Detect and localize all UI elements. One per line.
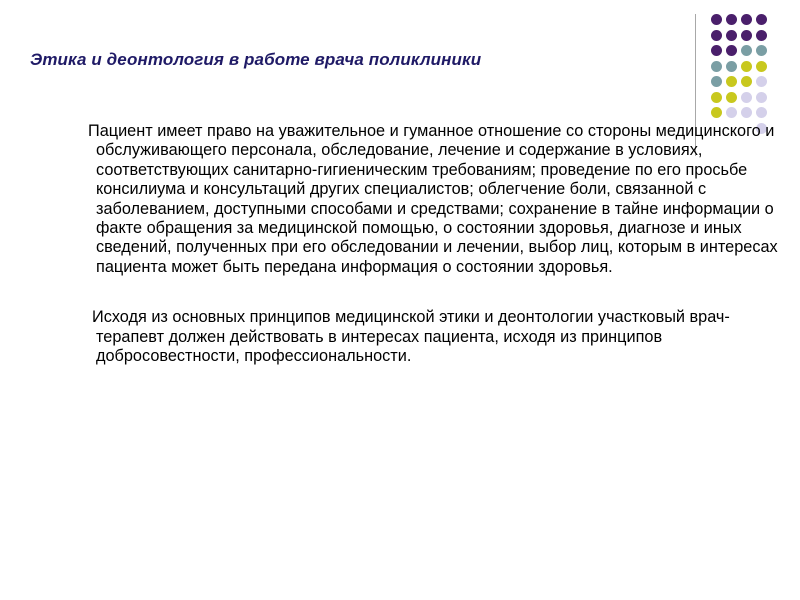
decorative-dot-grid [709,12,769,136]
decorative-dot [741,92,752,103]
decorative-dot [726,76,737,87]
decorative-dot [756,76,767,87]
decorative-dot [726,14,737,25]
decorative-dot [756,107,767,118]
decorative-dot [741,107,752,118]
decorative-dot [741,45,752,56]
decorative-dot [711,107,722,118]
decorative-dot [726,92,737,103]
slide-title: Этика и деонтология в работе врача поликлиники [30,50,482,69]
decorative-dot [756,45,767,56]
decorative-dot [756,92,767,103]
decorative-dot [711,45,722,56]
decorative-dot [711,14,722,25]
paragraph-principles: Исходя из основных принципов медицинской этики и деонтологии участковый врач-терапевт должен действовать в интересах пациента, исходя из принципов добросовестности, профессиональности. [92,308,730,366]
decorative-dot [741,61,752,72]
decorative-dot [711,30,722,41]
decorative-dot [756,30,767,41]
decorative-dot [726,107,737,118]
slide-body [88,122,778,366]
decorative-dot [711,92,722,103]
decorative-dot [756,14,767,25]
decorative-dot [741,14,752,25]
decorative-dot [726,45,737,56]
decorative-dot [741,30,752,41]
decorative-dot [711,76,722,87]
decorative-dot [756,61,767,72]
decorative-dot [711,61,722,72]
decorative-dot [726,30,737,41]
decorative-dot [741,76,752,87]
paragraph-patient-rights: Пациент имеет право на уважительное и гуманное отношение со стороны медицинского и обслуживающего персонала, обследование, лечение и содержание в условиях, соответствующих санитарно-гигиеническим требованиям; проведение по его просьбе консилиума и консультаций других специалистов; облегчение боли, связанной с заболеванием, доступными способами и средствами; сохранение в тайне информации о факте обращения за медицинской помощью, о состоянии здоровья, диагнозе и иных сведений, полученных при его обследовании и лечении, выбор лиц, которым в интересах пациента может быть передана информация о состоянии здоровья. [88,122,778,276]
decorative-dot [726,61,737,72]
